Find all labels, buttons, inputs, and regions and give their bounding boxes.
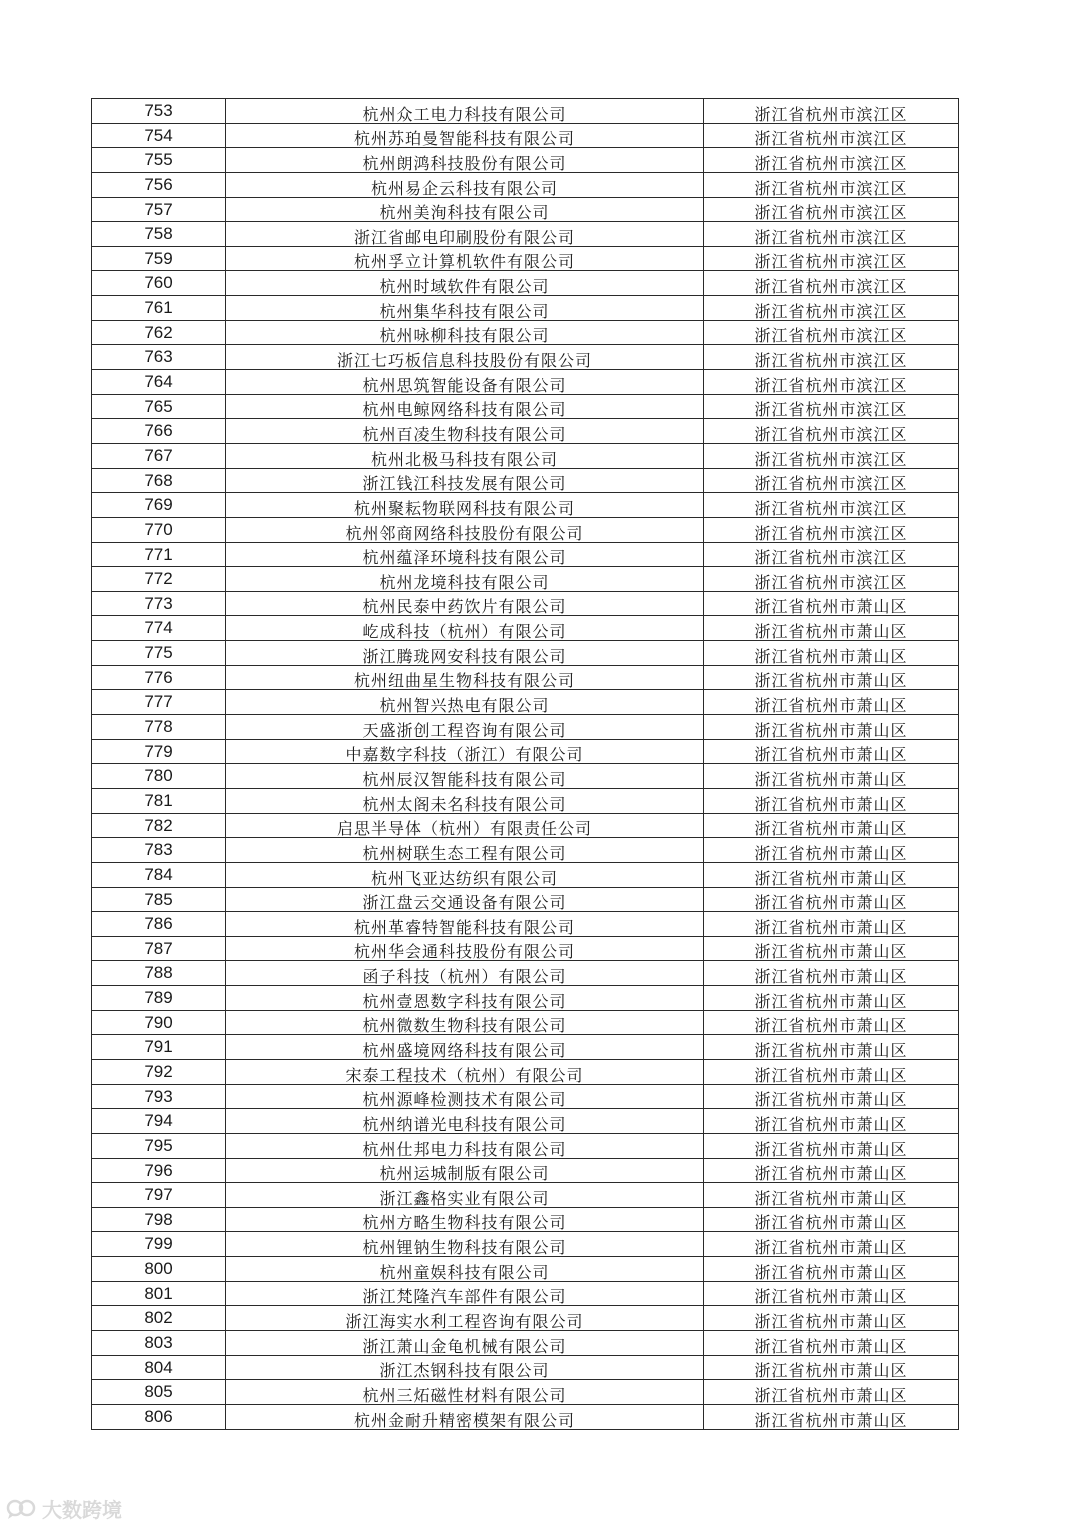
row-number-cell: 776 [92,665,226,690]
row-number-cell: 768 [92,468,226,493]
company-name-cell: 杭州众工电力科技有限公司 [226,99,704,124]
company-name-cell: 杭州纽曲星生物科技有限公司 [226,665,704,690]
location-cell: 浙江省杭州市萧山区 [704,1281,959,1306]
location-cell: 浙江省杭州市滨江区 [704,123,959,148]
table-row [92,419,959,444]
table-row [92,320,959,345]
location-cell: 浙江省杭州市萧山区 [704,1306,959,1331]
table-row [92,764,959,789]
table-row [92,345,959,370]
table-row [92,542,959,567]
table-row [92,887,959,912]
location-cell: 浙江省杭州市萧山区 [704,813,959,838]
row-number-cell: 786 [92,912,226,937]
row-number-cell: 781 [92,788,226,813]
company-name-cell: 杭州树联生态工程有限公司 [226,838,704,863]
table-row [92,394,959,419]
location-cell: 浙江省杭州市萧山区 [704,1084,959,1109]
location-cell: 浙江省杭州市萧山区 [704,616,959,641]
table-row [92,1257,959,1282]
table-row [92,1306,959,1331]
watermark-text: 大数跨境 [42,1498,122,1522]
location-cell: 浙江省杭州市萧山区 [704,961,959,986]
location-cell: 浙江省杭州市萧山区 [704,1207,959,1232]
table-row [92,296,959,321]
location-cell: 浙江省杭州市萧山区 [704,1035,959,1060]
row-number-cell: 773 [92,591,226,616]
location-cell: 浙江省杭州市滨江区 [704,419,959,444]
company-name-cell: 杭州聚耘物联网科技有限公司 [226,493,704,518]
location-cell: 浙江省杭州市萧山区 [704,788,959,813]
company-name-cell: 杭州微数生物科技有限公司 [226,1010,704,1035]
location-cell: 浙江省杭州市滨江区 [704,246,959,271]
row-number-cell: 765 [92,394,226,419]
table-row [92,222,959,247]
company-name-cell: 浙江鑫格实业有限公司 [226,1183,704,1208]
company-name-cell: 杭州盛境网络科技有限公司 [226,1035,704,1060]
company-name-cell: 浙江钱江科技发展有限公司 [226,468,704,493]
company-name-cell: 浙江海实水利工程咨询有限公司 [226,1306,704,1331]
row-number-cell: 789 [92,986,226,1011]
company-name-cell: 杭州思筑智能设备有限公司 [226,370,704,395]
row-number-cell: 792 [92,1059,226,1084]
location-cell: 浙江省杭州市萧山区 [704,1232,959,1257]
row-number-cell: 794 [92,1109,226,1134]
company-name-cell: 天盛浙创工程咨询有限公司 [226,715,704,740]
location-cell: 浙江省杭州市滨江区 [704,197,959,222]
table-row [92,641,959,666]
table-row [92,123,959,148]
table-row [92,1380,959,1405]
table-row [92,468,959,493]
company-name-cell: 杭州朗鸿科技股份有限公司 [226,148,704,173]
location-cell: 浙江省杭州市萧山区 [704,641,959,666]
company-name-cell: 浙江梵隆汽车部件有限公司 [226,1281,704,1306]
location-cell: 浙江省杭州市滨江区 [704,493,959,518]
company-name-cell: 杭州美洵科技有限公司 [226,197,704,222]
company-name-cell: 宋泰工程技术（杭州）有限公司 [226,1059,704,1084]
table-row [92,739,959,764]
row-number-cell: 758 [92,222,226,247]
row-number-cell: 755 [92,148,226,173]
location-cell: 浙江省杭州市萧山区 [704,1133,959,1158]
table-row [92,443,959,468]
location-cell: 浙江省杭州市萧山区 [704,715,959,740]
company-name-cell: 杭州邻商网络科技股份有限公司 [226,517,704,542]
company-name-cell: 杭州华会通科技股份有限公司 [226,936,704,961]
row-number-cell: 788 [92,961,226,986]
table-row [92,1059,959,1084]
location-cell: 浙江省杭州市萧山区 [704,739,959,764]
row-number-cell: 802 [92,1306,226,1331]
company-name-cell: 杭州仕邦电力科技有限公司 [226,1133,704,1158]
row-number-cell: 796 [92,1158,226,1183]
location-cell: 浙江省杭州市滨江区 [704,394,959,419]
company-name-cell: 杭州锂钠生物科技有限公司 [226,1232,704,1257]
row-number-cell: 798 [92,1207,226,1232]
table-row [92,813,959,838]
table-row [92,591,959,616]
company-name-cell: 杭州飞亚达纺织有限公司 [226,862,704,887]
table-row [92,197,959,222]
location-cell: 浙江省杭州市萧山区 [704,912,959,937]
row-number-cell: 771 [92,542,226,567]
row-number-cell: 779 [92,739,226,764]
company-name-cell: 杭州集华科技有限公司 [226,296,704,321]
table-row [92,493,959,518]
location-cell: 浙江省杭州市滨江区 [704,542,959,567]
company-name-cell: 启思半导体（杭州）有限责任公司 [226,813,704,838]
company-name-cell: 杭州金耐升精密模架有限公司 [226,1404,704,1429]
location-cell: 浙江省杭州市滨江区 [704,443,959,468]
table-row [92,616,959,641]
location-cell: 浙江省杭州市滨江区 [704,148,959,173]
company-name-cell: 杭州龙境科技有限公司 [226,567,704,592]
location-cell: 浙江省杭州市萧山区 [704,764,959,789]
company-name-cell: 杭州苏珀曼智能科技有限公司 [226,123,704,148]
table-row [92,1133,959,1158]
table-row [92,517,959,542]
row-number-cell: 762 [92,320,226,345]
company-name-cell: 杭州壹恩数字科技有限公司 [226,986,704,1011]
company-name-cell: 浙江杰钢科技有限公司 [226,1355,704,1380]
location-cell: 浙江省杭州市萧山区 [704,887,959,912]
company-name-cell: 函子科技（杭州）有限公司 [226,961,704,986]
row-number-cell: 769 [92,493,226,518]
table-row [92,838,959,863]
table-row [92,1404,959,1429]
location-cell: 浙江省杭州市萧山区 [704,986,959,1011]
row-number-cell: 800 [92,1257,226,1282]
row-number-cell: 785 [92,887,226,912]
row-number-cell: 799 [92,1232,226,1257]
table-row [92,936,959,961]
row-number-cell: 772 [92,567,226,592]
table-row [92,1158,959,1183]
location-cell: 浙江省杭州市萧山区 [704,936,959,961]
row-number-cell: 753 [92,99,226,124]
row-number-cell: 754 [92,123,226,148]
row-number-cell: 782 [92,813,226,838]
location-cell: 浙江省杭州市萧山区 [704,1331,959,1356]
table-row [92,370,959,395]
table-row [92,1035,959,1060]
company-name-cell: 浙江省邮电印刷股份有限公司 [226,222,704,247]
row-number-cell: 756 [92,172,226,197]
company-name-cell: 杭州纳谱光电科技有限公司 [226,1109,704,1134]
row-number-cell: 770 [92,517,226,542]
company-name-cell: 浙江腾珑网安科技有限公司 [226,641,704,666]
table-row [92,1207,959,1232]
company-name-cell: 杭州电鲸网络科技有限公司 [226,394,704,419]
row-number-cell: 774 [92,616,226,641]
table-row [92,1232,959,1257]
table-row [92,665,959,690]
table-row [92,148,959,173]
row-number-cell: 763 [92,345,226,370]
table-row [92,690,959,715]
company-name-cell: 中嘉数字科技（浙江）有限公司 [226,739,704,764]
table-row [92,1084,959,1109]
location-cell: 浙江省杭州市萧山区 [704,1257,959,1282]
row-number-cell: 787 [92,936,226,961]
location-cell: 浙江省杭州市滨江区 [704,172,959,197]
table-row [92,246,959,271]
table-row [92,172,959,197]
location-cell: 浙江省杭州市滨江区 [704,567,959,592]
location-cell: 浙江省杭州市滨江区 [704,345,959,370]
table-row [92,1331,959,1356]
location-cell: 浙江省杭州市萧山区 [704,1158,959,1183]
table-row [92,271,959,296]
company-name-cell: 杭州辰汉智能科技有限公司 [226,764,704,789]
company-name-cell: 杭州太阁未名科技有限公司 [226,788,704,813]
table-row [92,1183,959,1208]
row-number-cell: 777 [92,690,226,715]
location-cell: 浙江省杭州市滨江区 [704,296,959,321]
location-cell: 浙江省杭州市萧山区 [704,1010,959,1035]
row-number-cell: 804 [92,1355,226,1380]
location-cell: 浙江省杭州市萧山区 [704,838,959,863]
table-row [92,715,959,740]
row-number-cell: 797 [92,1183,226,1208]
row-number-cell: 775 [92,641,226,666]
row-number-cell: 764 [92,370,226,395]
row-number-cell: 778 [92,715,226,740]
row-number-cell: 791 [92,1035,226,1060]
company-name-cell: 杭州百凌生物科技有限公司 [226,419,704,444]
company-name-cell: 浙江七巧板信息科技股份有限公司 [226,345,704,370]
location-cell: 浙江省杭州市滨江区 [704,468,959,493]
company-name-cell: 杭州咏柳科技有限公司 [226,320,704,345]
location-cell: 浙江省杭州市萧山区 [704,1059,959,1084]
row-number-cell: 767 [92,443,226,468]
company-name-cell: 杭州方略生物科技有限公司 [226,1207,704,1232]
location-cell: 浙江省杭州市萧山区 [704,1355,959,1380]
table-row [92,1355,959,1380]
row-number-cell: 801 [92,1281,226,1306]
company-list-table [91,98,959,1430]
table-row [92,862,959,887]
company-name-cell: 杭州革睿特智能科技有限公司 [226,912,704,937]
table-row [92,788,959,813]
company-name-cell: 杭州民泰中药饮片有限公司 [226,591,704,616]
location-cell: 浙江省杭州市滨江区 [704,222,959,247]
location-cell: 浙江省杭州市滨江区 [704,517,959,542]
location-cell: 浙江省杭州市滨江区 [704,370,959,395]
table-row [92,99,959,124]
company-name-cell: 杭州时域软件有限公司 [226,271,704,296]
company-name-cell: 杭州童娱科技有限公司 [226,1257,704,1282]
row-number-cell: 806 [92,1404,226,1429]
company-name-cell: 杭州源峰检测技术有限公司 [226,1084,704,1109]
row-number-cell: 760 [92,271,226,296]
row-number-cell: 790 [92,1010,226,1035]
company-name-cell: 屹成科技（杭州）有限公司 [226,616,704,641]
row-number-cell: 805 [92,1380,226,1405]
row-number-cell: 793 [92,1084,226,1109]
company-name-cell: 杭州易企云科技有限公司 [226,172,704,197]
table-row [92,1109,959,1134]
company-name-cell: 浙江盘云交通设备有限公司 [226,887,704,912]
row-number-cell: 803 [92,1331,226,1356]
company-name-cell: 杭州北极马科技有限公司 [226,443,704,468]
table-row [92,986,959,1011]
row-number-cell: 783 [92,838,226,863]
row-number-cell: 795 [92,1133,226,1158]
company-name-cell: 杭州孚立计算机软件有限公司 [226,246,704,271]
location-cell: 浙江省杭州市萧山区 [704,862,959,887]
row-number-cell: 784 [92,862,226,887]
location-cell: 浙江省杭州市萧山区 [704,1183,959,1208]
location-cell: 浙江省杭州市萧山区 [704,1109,959,1134]
table-body [92,99,959,1430]
row-number-cell: 766 [92,419,226,444]
company-name-cell: 杭州运城制版有限公司 [226,1158,704,1183]
table-row [92,912,959,937]
location-cell: 浙江省杭州市滨江区 [704,320,959,345]
row-number-cell: 761 [92,296,226,321]
location-cell: 浙江省杭州市滨江区 [704,99,959,124]
watermark [6,1494,122,1523]
location-cell: 浙江省杭州市萧山区 [704,690,959,715]
row-number-cell: 757 [92,197,226,222]
location-cell: 浙江省杭州市萧山区 [704,1380,959,1405]
table-row [92,1010,959,1035]
location-cell: 浙江省杭州市萧山区 [704,1404,959,1429]
location-cell: 浙江省杭州市萧山区 [704,665,959,690]
company-name-cell: 杭州蕴泽环境科技有限公司 [226,542,704,567]
company-name-cell: 浙江萧山金龟机械有限公司 [226,1331,704,1356]
table-row [92,1281,959,1306]
row-number-cell: 780 [92,764,226,789]
table-row [92,961,959,986]
location-cell: 浙江省杭州市萧山区 [704,591,959,616]
table-row [92,567,959,592]
speech-bubble-logo-icon [6,1498,36,1520]
company-name-cell: 杭州三炻磁性材料有限公司 [226,1380,704,1405]
company-name-cell: 杭州智兴热电有限公司 [226,690,704,715]
location-cell: 浙江省杭州市滨江区 [704,271,959,296]
row-number-cell: 759 [92,246,226,271]
